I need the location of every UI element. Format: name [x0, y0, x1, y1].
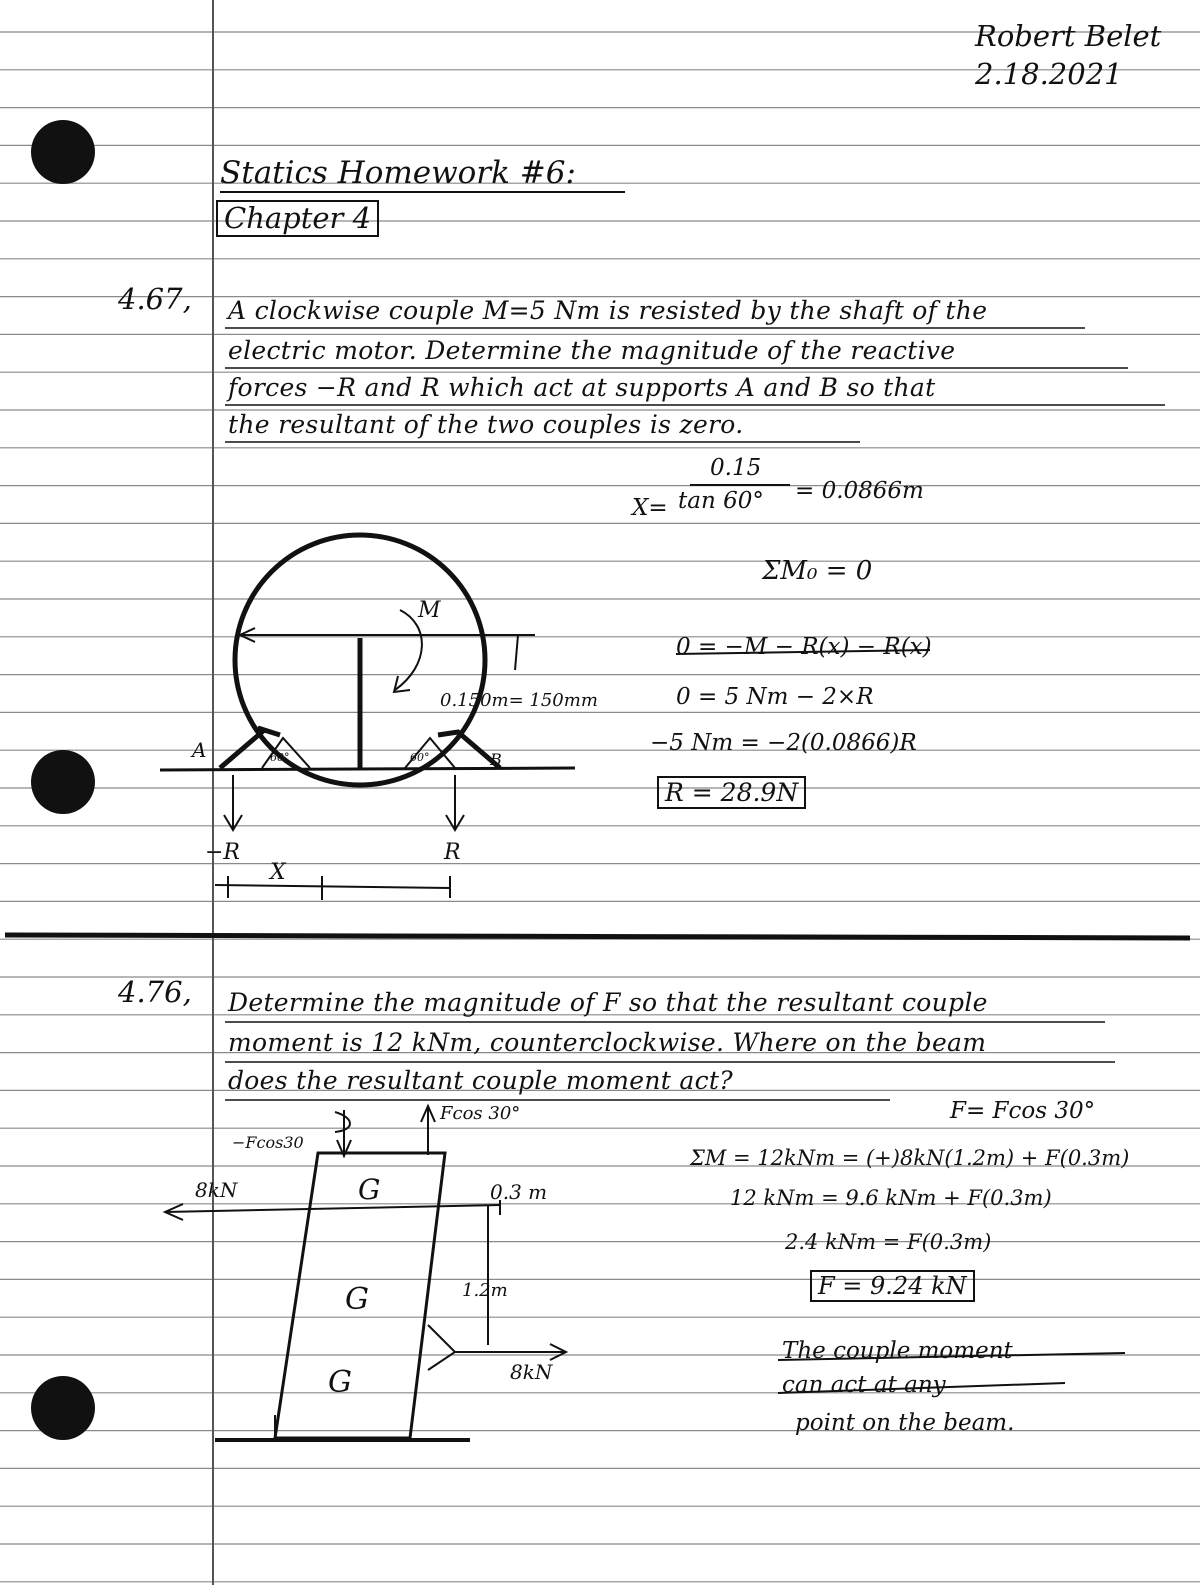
- statement-line: moment is 12 kNm, counterclockwise. Where on the beam: [228, 1028, 987, 1057]
- label-m: M: [418, 598, 441, 623]
- conclusion-line-crossed: can act at any: [782, 1372, 946, 1398]
- load-bracket: [428, 1325, 455, 1370]
- equation: 0 = 5 Nm − 2×R: [676, 684, 874, 710]
- label-a: A: [192, 738, 207, 762]
- dimension-line: [215, 885, 450, 888]
- ground-line: [160, 768, 575, 770]
- statement-line: Determine the magnitude of F so that the resultant couple: [228, 988, 988, 1017]
- equation: ΣM = 12kNm = (+)8kN(1.2m) + F(0.3m): [690, 1146, 1130, 1170]
- statement-underlines: [225, 328, 1165, 1100]
- label-b: B: [490, 750, 502, 769]
- diameter-tick: [505, 635, 535, 670]
- equation: 2.4 kNm = F(0.3m): [785, 1230, 992, 1254]
- label-1-2m: 1.2m: [462, 1280, 508, 1301]
- label-fcos30-top: Fcos 30°: [440, 1103, 521, 1124]
- label-x: X: [270, 860, 286, 885]
- statement-line: electric motor. Determine the magnitude of the reactive: [228, 336, 956, 365]
- beam-diagram: [165, 1103, 566, 1440]
- problem-number: 4.76,: [118, 975, 192, 1009]
- label-fcos30-left: −Fcos30: [232, 1133, 304, 1152]
- binder-hole: [31, 120, 95, 184]
- x-numerator: 0.15: [710, 455, 762, 481]
- binder-hole: [31, 750, 95, 814]
- force-8kn-top-line: [165, 1205, 500, 1212]
- conclusion-line: point on the beam.: [795, 1410, 1015, 1436]
- x-result: = 0.0866m: [795, 478, 924, 504]
- rotation-symbol: G: [328, 1365, 352, 1400]
- label-radius: 0.150m= 150mm: [440, 690, 598, 711]
- date: 2.18.2021: [975, 57, 1123, 91]
- conclusion-line-crossed: The couple moment: [782, 1338, 1013, 1364]
- page-title: Statics Homework #6:: [220, 155, 576, 191]
- chapter-label: Chapter 4: [216, 200, 379, 237]
- sum-moments: ΣM₀ = 0: [762, 556, 873, 586]
- equation: −5 Nm = −2(0.0866)R: [650, 730, 917, 756]
- label-r: R: [444, 840, 461, 865]
- statement-line: does the resultant couple moment act?: [228, 1066, 733, 1095]
- binder-hole: [31, 1376, 95, 1440]
- problem-number: 4.67,: [118, 282, 192, 316]
- answer-box: R = 28.9N: [657, 776, 806, 809]
- equation: 12 kNm = 9.6 kNm + F(0.3m): [730, 1186, 1052, 1210]
- problem-divider: [5, 935, 1190, 938]
- f-relation: F= Fcos 30°: [950, 1098, 1096, 1124]
- label-8kn-bottom: 8kN: [510, 1360, 553, 1384]
- x-lhs: X=: [632, 495, 668, 521]
- label-angle-left: 60°: [270, 751, 290, 764]
- rotation-symbol: G: [358, 1173, 381, 1206]
- label-neg-r: −R: [205, 840, 240, 865]
- label-0-3m: 0.3 m: [490, 1180, 548, 1204]
- statement-line: forces −R and R which act at supports A and B so that: [228, 373, 936, 402]
- author-name: Robert Belet: [975, 19, 1162, 53]
- label-8kn-top: 8kN: [195, 1178, 238, 1202]
- rotation-marker: [335, 1112, 350, 1132]
- rotation-symbol: G: [345, 1282, 369, 1317]
- statement-line: A clockwise couple M=5 Nm is resisted by the shaft of the: [228, 296, 988, 325]
- answer-box: F = 9.24 kN: [810, 1270, 975, 1302]
- statement-line: the resultant of the two couples is zero.: [228, 410, 744, 439]
- equation-crossed: 0 = −M − R(x) − R(x): [676, 634, 932, 660]
- label-angle-right: 60°: [410, 751, 430, 764]
- x-denominator: tan 60°: [678, 488, 764, 514]
